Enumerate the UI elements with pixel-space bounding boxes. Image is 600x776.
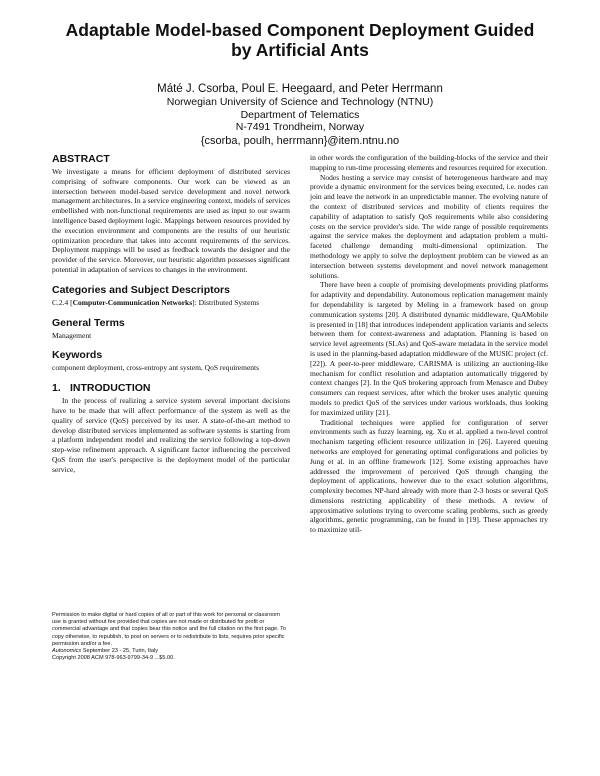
introduction-paragraph-3: There have been a couple of promising developments providing platforms for adaptivity and dependability. Autonomous replication management mainly for dependability is targeted by Meling in a framework based on group communication systems [20]. A distributed dynamic middleware, QuAMobile is presented in [18] that introduces independent application variants and selects between them for context-awareness and adaptation. Planning is based on service level agreements (SLAs) and QoS-aware metadata in the service model is used in the planning-based adaptation middleware of the MUSIC project (cf. [22]). A peer-to-peer middleware, CARISMA is utilizing an auctioning-like mechanism for conflict resolution and adaptation automatically triggered by context changes [2]. In the QoS brokering approach from Menasce and Dubey consumers can request services, after which the broker uses analytic queuing models to predict QoS of the services under various workloads, thus looking for maximized utility [21].: [310, 280, 548, 417]
paper-title: [40, 20, 560, 60]
category-rest: ]: Distributed Systems: [192, 297, 260, 307]
affiliation-department: Department of Telematics: [240, 108, 360, 121]
categories-heading: Categories and Subject Descriptors: [52, 283, 230, 296]
introduction-paragraph-4: Traditional techniques were applied for configuration of server environments such as fuzzy learning, eg. Xu et al. applied a two-level control mechanism targeting efficient resource utilization in [26]. Layered queuing networks are employed for generating optimal configurations and policies by Jung et al. in an offline framework [12]. Some existing approaches have addressed the improvement of perceived QoS through changing the deployment of applications, however due to the exact solution algorithms, complexity becomes NP-hard already with more than 2-3 hosts or several QoS dimensions restricting applicability of these methods. A review of approximative solutions trying to overcome scaling problems, such as greedy algorithms, genetic programming, can be found in [19]. These approaches try to maximize util-: [310, 417, 548, 535]
category-name: Computer-Communication Networks: [72, 297, 193, 307]
section-title: INTRODUCTION: [70, 382, 151, 395]
venue-details: September 23 - 25, Turin, Italy: [81, 648, 159, 655]
author-names: Máté J. Csorba, Poul E. Heegaard, and Peter Herrmann: [157, 83, 443, 95]
right-column: [310, 153, 548, 535]
author-block: [90, 82, 510, 148]
venue-name: Autonomics: [52, 648, 82, 655]
introduction-paragraph-2: Nodes hosting a service may consist of heterogeneous hardware and may provide a dynamic environment for the services being executed, i.e. nodes can join and leave the network in an unpredictable manner. The evolving nature of the context of distributed services and mobility of clients requires the capability of adaptation to satisfy QoS requirements while also considering costs on the service provider's side. The wide range of possible requirements against the service makes the deployment and adaptation problem a multi-faceted challenge demanding multi-dimensional optimization. The methodology we apply to solve the deployment problem can be viewed as an intersection between systems development and novel network management solutions.: [310, 172, 548, 280]
affiliation-address: N-7491 Trondheim, Norway: [235, 121, 365, 133]
copyright-line: Copyright 2008 ACM 978-963-9799-34-9 ...$5.00.: [52, 655, 175, 662]
introduction-paragraph-1: In the process of realizing a service system several important decisions have to be made that will affect performance of the system as well as the quality of service (QoS) perceived by its user. A state-of-the-art method to develop distributed services implemented as software systems is starting from a platform independent model and realizing the service following a top-down step-wise refinement approach. A significant factor influencing the perceived QoS from the user's perspective is the deployment model of the particular service,: [52, 396, 290, 474]
abstract-text: We investigate a means for efficient deployment of distributed services comprising of software components. Our work can be viewed as an intersection between model-based service development and novel network management architectures. In a service engineering context, models of services embellished with non-functional requirements are used as input to our swarm intelligence based deployment logic. Mappings between resources provided by the execution environment and components are the results of our heuristic optimization procedure that takes into account requirements of the services. Deployment mappings will be used as feedback towards the designer and the provider of the service. Moreover, our heuristic algorithm possesses significant potential in adaptation of services to changes in the environment.: [52, 167, 290, 274]
section-number: 1.: [52, 382, 61, 395]
permission-footnote: [52, 612, 290, 662]
permission-text: Permission to make digital or hard copies of all or part of this work for personal or classroom use is granted without fee provided that copies are not made or distributed for profit or commercial advantage and that copies bear this notice and the full citation on the first page. To copy otherwise, to republish, to post on servers or to redistribute to lists, requires prior specific permission and/or a fee.: [52, 612, 287, 647]
general-terms-text: Management: [52, 330, 92, 340]
title-line-1: Adaptable Model-based Component Deployment Guided: [65, 20, 535, 40]
introduction-heading: [52, 382, 290, 395]
left-column: [52, 153, 290, 475]
affiliation-university: Norwegian University of Science and Technology (NTNU): [166, 96, 434, 108]
category-code: C.2.4 [: [52, 297, 73, 307]
abstract-heading: ABSTRACT: [52, 153, 110, 165]
author-email: {csorba, poulh, herrmann}@item.ntnu.no: [200, 134, 400, 147]
keywords-heading: Keywords: [52, 349, 103, 362]
keywords-text: component deployment, cross-entropy ant system, QoS requirements: [52, 363, 260, 373]
categories-text: [52, 298, 290, 308]
introduction-paragraph-1-continued: in other words the configuration of the building-blocks of the service and their mapping to run-time processing elements and resources required for execution.: [310, 153, 548, 172]
general-terms-heading: General Terms: [52, 316, 125, 329]
venue-line: [52, 648, 290, 655]
title-line-2: by Artificial Ants: [231, 40, 369, 60]
